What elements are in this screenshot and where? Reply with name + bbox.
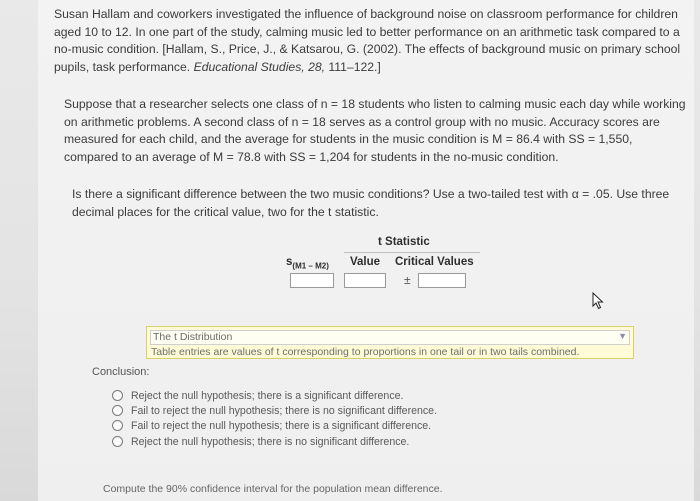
- critical-values-header: Critical Values: [395, 256, 474, 268]
- journal-citation: Educational Studies, 28,: [193, 59, 326, 74]
- confidence-interval-prompt: Compute the 90% confidence interval for the population mean difference.: [103, 483, 443, 495]
- radio-button[interactable]: [112, 405, 123, 416]
- option-label: Fail to reject the null hypothesis; there is no significant difference.: [131, 405, 438, 417]
- intro-text: Susan Hallam and coworkers investigated the influence of background noise on classroom performance for children aged 10 to 12. In one part of the study, calming music led to better performance on an arithmetic task compared to a no-music condition. [Hallam, S., Price, J., & Katsarou, G. (2002). The effects of background music on primary school pupils, task performance.: [54, 7, 681, 74]
- critical-value-input[interactable]: [418, 273, 466, 288]
- standard-error-header: [286, 256, 329, 270]
- conclusion-option-1[interactable]: [112, 390, 403, 402]
- radio-button[interactable]: [112, 420, 123, 431]
- question-paragraph: Is there a significant difference between the two music conditions? Use a two-tailed test with α = .05. Use three decimal places for the critical value, two for the t statistic.: [72, 187, 670, 219]
- radio-button[interactable]: [112, 390, 123, 401]
- header-divider: [344, 252, 480, 253]
- conclusion-label: Conclusion:: [92, 366, 150, 378]
- option-label: Reject the null hypothesis; there is a significant difference.: [131, 390, 404, 402]
- s-symbol: s: [286, 256, 293, 268]
- radio-button[interactable]: [112, 436, 123, 447]
- option-label: Reject the null hypothesis; there is no significant difference.: [131, 436, 410, 448]
- conclusion-option-2[interactable]: [112, 405, 437, 417]
- t-distribution-description: Table entries are values of t corresponding to proportions in one tail or in two tails combined.: [151, 346, 580, 358]
- mouse-pointer-icon: [592, 292, 606, 310]
- plus-minus-sign: ±: [404, 273, 411, 287]
- conclusion-option-4[interactable]: [112, 436, 409, 448]
- t-value-input[interactable]: [344, 273, 386, 288]
- standard-error-input[interactable]: [290, 273, 334, 288]
- intro-paragraph: [54, 6, 690, 76]
- conclusion-option-3[interactable]: [112, 420, 431, 432]
- citation-pages: 111–122.]: [328, 59, 381, 74]
- chevron-down-icon[interactable]: ▼: [618, 331, 627, 341]
- scenario-paragraph: Suppose that a researcher selects one class of n = 18 students who listen to calming music each day while working on arithmetic problems. A second class of n = 18 serves as a control group with no music. Accuracy scores are measured for each child, and the average for students in the music condition is M = 86.4 with SS = 1,550, compared to an average of M = 78.8 with SS = 1,204 for students in the no-music condition.: [64, 97, 686, 164]
- s-subscript: (M1 – M2): [292, 261, 329, 271]
- t-distribution-title[interactable]: The t Distribution: [150, 330, 630, 345]
- t-statistic-header: t Statistic: [378, 236, 430, 248]
- value-header: Value: [350, 256, 381, 268]
- t-distribution-panel[interactable]: [146, 326, 634, 359]
- option-label: Fail to reject the null hypothesis; there is a significant difference.: [131, 420, 432, 432]
